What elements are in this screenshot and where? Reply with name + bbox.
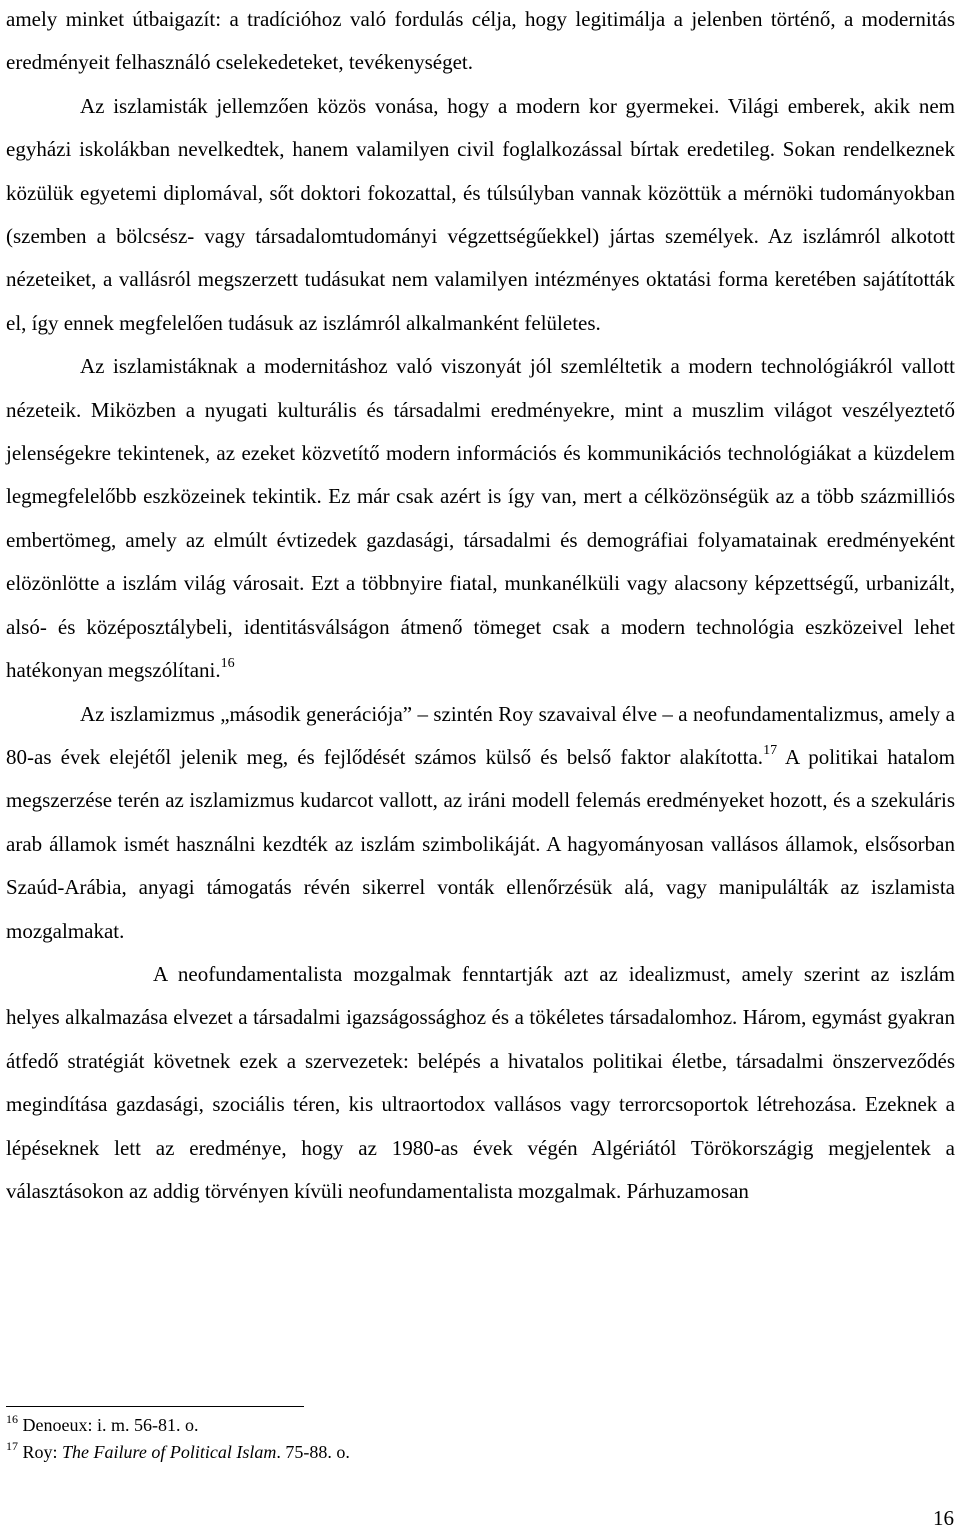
- footnote-text-after: . 75-88. o.: [276, 1442, 350, 1462]
- paragraph-4-text-b: A politikai hatalom megszerzése terén az iszlamizmus kudarcot vallott, az iráni modell felemás eredményeket hozott, és a szekuláris arab államok ismét használni kezdték az iszlám szimbolikáját. A hagyományosan vallásos államok, elsősorban Szaúd-Arábia, anyagi támogatás révén sikerrel vonták ellenőrzésük alá, vagy manipulálták az iszlamista mozgalmakat.: [6, 744, 955, 943]
- paragraph-2-text: Az iszlamisták jellemzően közös vonása, hogy a modern kor gyermekei. Világi emberek, akik nem egyházi iskolákban nevelkedtek, hanem valamilyen civil foglalkozással bírtak eredetileg. Sokan rendelkeznek közülük egyetemi diplomával, sőt doktori fokozattal, és túlsúlyban vannak közöttük a mérnöki tudományokban (szemben a bölcsész- vagy társadalomtudományi végzettségűekkel) jártas személyek. Az iszlámról alkotott nézeteiket, a vallásról megszerzett tudásukat nem valamilyen intézményes oktatási forma keretében sajátították el, így ennek megfelelően tudásuk az iszlámról alkalmanként felületes.: [6, 93, 955, 335]
- page-body: [6, 0, 955, 1213]
- footnote-separator: [6, 1406, 304, 1407]
- footnote-ref-17[interactable]: 17: [763, 742, 778, 758]
- paragraph-4-text-a: Az iszlamizmus „második generációja” – szintén Roy szavaival élve – a neofundamentalizmus, amely a 80-as évek elejétől jelenik meg, és fejlődését számos külső és belső faktor alakította.: [6, 701, 955, 769]
- footnote-text: Denoeux: i. m. 56-81. o.: [22, 1415, 199, 1435]
- footnote-ref-16[interactable]: 16: [220, 656, 235, 672]
- footnote-text: Roy:: [22, 1442, 63, 1462]
- footnote-17: [6, 1439, 955, 1466]
- paragraph-2: [6, 85, 955, 345]
- paragraph-5-text: A neofundamentalista mozgalmak fenntartják azt az idealizmust, amely szerint az iszlám helyes alkalmazása elvezet a társadalmi igazságossághoz és a tökéletes társadalomhoz. Három, egymást gyakran átfedő stratégiát követnek ezek a szervezetek: belépés a hivatalos politikai életbe, társadalmi önszerveződés megindítása gazdasági, szociális téren, kis ultraortodox vallásos vagy terrorcsoportok létrehozása. Ezeknek a lépéseknek lett az eredménye, hogy az 1980-as évek végén Algériától Törökországig megjelentek a választásokon az addig törvényen kívüli neofundamentalista mozgalmak. Párhuzamosan: [6, 961, 955, 1203]
- paragraph-4: [6, 693, 955, 953]
- paragraph-1: [6, 0, 955, 85]
- page-number: 16: [933, 1506, 954, 1530]
- footnotes: [6, 1412, 955, 1466]
- footnote-number: 17: [6, 1439, 18, 1453]
- footnote-16: [6, 1412, 955, 1439]
- paragraph-3: [6, 345, 955, 692]
- footnote-book-title: The Failure of Political Islam: [62, 1442, 277, 1462]
- paragraph-1-text: amely minket útbaigazít: a tradícióhoz való fordulás célja, hogy legitimálja a jelenben történő, a modernitás eredményeit felhasználó cselekedeteket, tevékenységet.: [6, 7, 955, 75]
- paragraph-3-text: Az iszlamistáknak a modernitáshoz való viszonyát jól szemléltetik a modern technológiákról vallott nézeteik. Miközben a nyugati kulturális és társadalmi eredményekre, mint a muszlim világot veszélyeztető jelenségekre tekintenek, az ezeket közvetítő modern információs és kommunikációs technológiákat a küzdelem legmegfelelőbb eszközeinek tekintik. Ez már csak azért is így van, mert a célközönségük az a több százmilliós embertömeg, amely az elmúlt évtizedek gazdasági, társadalmi és demográfiai folyamatainak eredményeként elözönlötte a iszlám világ városait. Ezt a többnyire fiatal, munkanélküli vagy alacsony képzettségű, urbanizált, alsó- és középosztálybeli, identitásválságon átmenő tömeget csak a modern technológia eszközeivel lehet hatékonyan megszólítani.: [6, 354, 955, 683]
- paragraph-5: [6, 953, 955, 1213]
- footnote-number: 16: [6, 1412, 18, 1426]
